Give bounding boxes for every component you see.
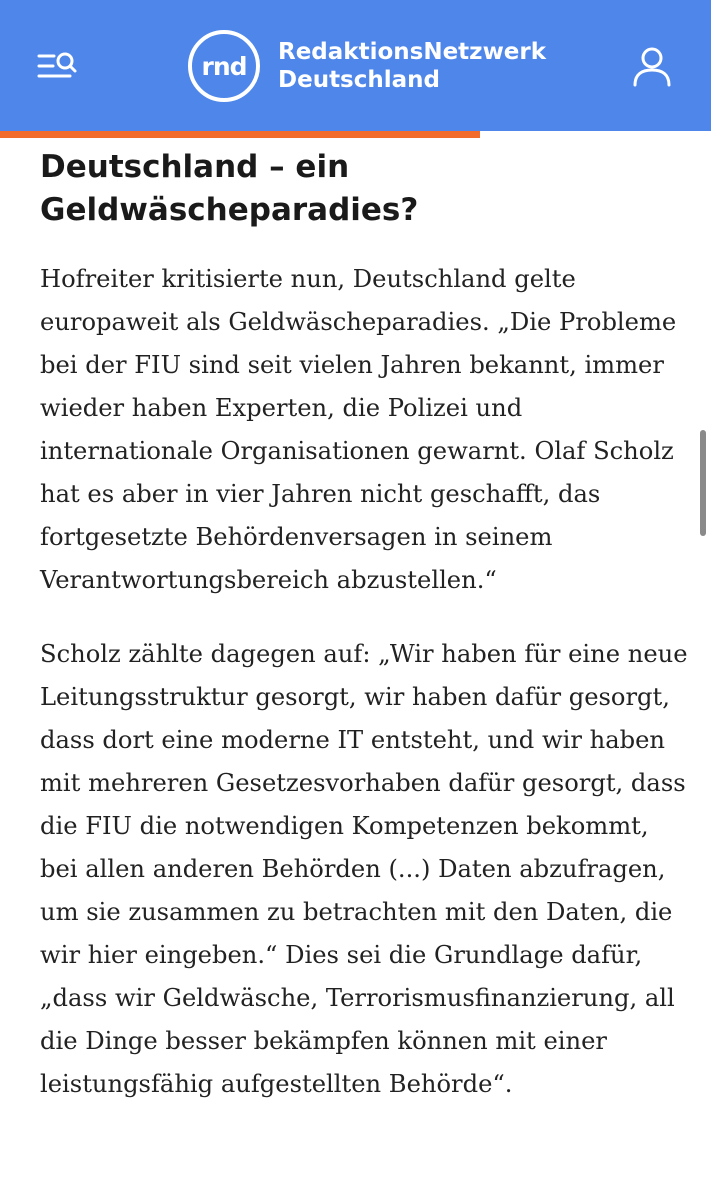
article-paragraph: Scholz zählte dagegen auf: „Wir haben für eine neue Leitungsstruktur gesorgt, wir haben dafür gesorgt, dass dort eine moderne IT entsteht, und wir haben mit mehreren Gesetzesvorhaben dafür gesorgt, dass die FIU die notwendigen Kompetenzen bekommt, bei allen anderen Behörden (...) Daten abzufragen, um sie zusammen zu betrachten mit den Daten, die wir hier eingeben.“ Dies sei die Grundlage dafür, „dass wir Geldwäsche, Terrorismusfinanzierung, all die Dinge besser bekämpfen können mit einer leistungsfähig aufgestellten Behörde“.: [40, 640, 688, 1098]
menu-search-button[interactable]: [36, 46, 84, 86]
article-paragraph: Hofreiter kritisierte nun, Deutschland gelte europaweit als Geldwäscheparadies. „Die Probleme bei der FIU sind seit vielen Jahren bekannt, immer wieder haben Experten, die Polizei und internationale Organisationen gewarnt. Olaf Scholz hat es aber in vier Jahren nicht geschafft, das fortgesetzte Behördenversagen in seinem Verantwortungsbereich abzustellen.“: [40, 265, 677, 594]
brand-logo[interactable]: [188, 27, 546, 105]
site-header: [0, 0, 711, 131]
logo-mark: [188, 30, 260, 102]
section-heading: Deutschland – ein Geldwäscheparadies?: [40, 149, 419, 228]
menu-search-icon: [36, 46, 84, 86]
logo-short-name: rnd: [201, 51, 247, 81]
scrollbar-thumb[interactable]: [700, 430, 706, 536]
reading-progress-bar: [0, 131, 480, 138]
account-button[interactable]: [630, 45, 674, 89]
logo-line-1: RedaktionsNetzwerk: [278, 39, 547, 65]
article-body: [40, 146, 690, 1106]
logo-line-2: Deutschland: [278, 67, 440, 93]
logo-wordmark: [278, 38, 546, 94]
user-icon: [630, 45, 674, 89]
